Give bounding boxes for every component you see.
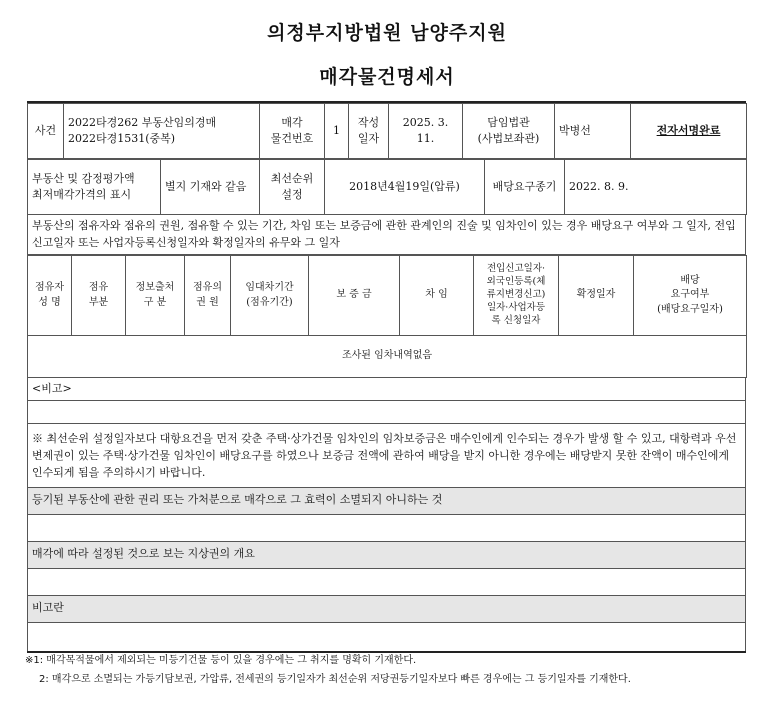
footnote-1: ※1: 매각목적물에서 제외되는 미등기건물 등이 있을 경우에는 그 취지를 명확히 기재한다. (25, 655, 417, 666)
header-occupant-name: 점유자 성 명 (28, 256, 72, 336)
header-table (27, 103, 747, 159)
header-deposit: 보 증 금 (309, 256, 400, 336)
deadline-label: 배당요구종기 (485, 160, 565, 215)
remarks-label: <비고> (28, 378, 745, 401)
header-dividend-request: 배당 요구여부 (배당요구일자) (634, 256, 747, 336)
header-fixed-date: 확정일자 (559, 256, 634, 336)
occupancy-intro: 부동산의 점유자와 점유의 권원, 점유할 수 있는 기간, 차임 또는 보증금에 관한 관계인의 진술 및 임차인이 있는 경우 배당요구 여부와 그 일자, 전입신고일자 또는 사업자등록신청일자와 확정일자의 유무와 그 일자 (28, 215, 745, 255)
footnote-2: 2: 매각으로 소멸되는 가등기담보권, 가압류, 전세권의 등기일자가 최선순위 저당권등기일자보다 빠른 경우에는 그 등기일자를 기재한다. (39, 674, 631, 685)
signature-status: 전자서명완료 (656, 124, 721, 138)
section-remarks: 비고란 (28, 596, 745, 623)
priority-value: 2018년4월19일(압류) (325, 160, 485, 215)
document-title: 매각물건명세서 (319, 66, 455, 88)
info-table (27, 159, 747, 215)
item-number-label: 매각 물건번호 (260, 104, 325, 159)
case-number (64, 104, 260, 159)
appraisal-label: 부동산 및 감정평가액 최저매각가격의 표시 (28, 160, 161, 215)
header-occupied-part: 점유 부분 (72, 256, 126, 336)
occupancy-header-row (28, 256, 747, 336)
case-label: 사건 (28, 104, 64, 159)
header-lease-period: 임대차기간 (점유기간) (231, 256, 309, 336)
date-value: 2025. 3. 11. (389, 104, 463, 159)
header-rent: 차 임 (400, 256, 474, 336)
court-name: 의정부지방법원 남양주지원 (267, 22, 507, 44)
priority-label: 최선순위 설정 (260, 160, 325, 215)
no-tenant-message: 조사된 임차내역없음 (28, 336, 747, 378)
signature-cell (631, 104, 747, 159)
footnotes (25, 651, 755, 689)
remarks-blank (28, 401, 745, 424)
section-unextinguished-rights: 등기된 부동산에 관한 권리 또는 가처분으로 매각으로 그 효력이 소멸되지 아니하는 것 (28, 488, 745, 515)
section-surface-rights: 매각에 따라 설정된 것으로 보는 지상권의 개요 (28, 542, 745, 569)
occupancy-table (27, 255, 747, 378)
deadline-value: 2022. 8. 9. (565, 160, 747, 215)
section-unextinguished-rights-blank (28, 515, 745, 542)
specification-table (27, 101, 746, 653)
judge-name: 박병선 (555, 104, 631, 159)
section-surface-rights-blank (28, 569, 745, 596)
warning-text: ※ 최선순위 설정일자보다 대항요건을 먼저 갖춘 주택·상가건물 임차인의 임차보증금은 매수인에게 인수되는 경우가 발생 할 수 있고, 대항력과 우선변제권이 있는 주택·상가건물 임차인이 배당요구를 하였으나 보증금 전액에 관하여 배당을 받지 아니한 경우에는 배당받지 못한 잔액이 매수인에게 인수되게 됨을 주의하시기 바랍니다. (28, 424, 745, 488)
case-line-1: 2022타경262 부동산임의경매 (68, 116, 217, 130)
judge-label: 담임법관 (사법보좌관) (463, 104, 555, 159)
header-info-source: 정보출처 구 분 (126, 256, 185, 336)
appraisal-value: 별지 기재와 같음 (161, 160, 260, 215)
date-label: 작성 일자 (349, 104, 389, 159)
header-occupancy-title: 점유의 권 원 (185, 256, 231, 336)
case-line-2: 2022타경1531(중복) (68, 132, 176, 145)
item-number: 1 (325, 104, 349, 159)
section-remarks-blank (28, 623, 745, 651)
header-move-in-date: 전입신고일자· 외국인등록(체 류지변경신고) 일자·사업자등 록 신청일자 (474, 256, 559, 336)
